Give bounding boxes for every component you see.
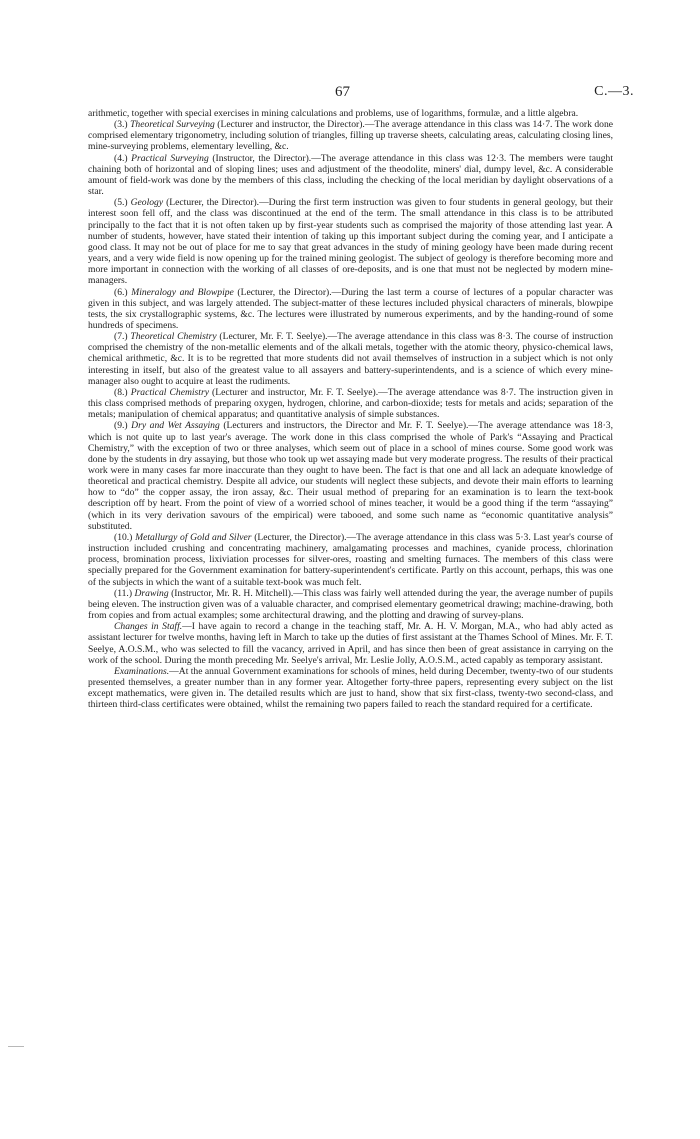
- paragraph-text: (Lecturer and instructor, Mr. F. T. Seelye).—The average attendance was 8·7. The instruction given in this class comprised methods of preparing oxygen, hydrogen, chlorine, and carbon-dioxide; tests for metals and acids; separation of the metals; manipulation of chemical apparatus; and quantitative analysis of simple substances.: [88, 386, 613, 421]
- page-header: [0, 84, 700, 104]
- subject-title: Theoretical Chemistry: [130, 331, 217, 343]
- paragraph-examinations: [88, 666, 613, 711]
- section-title: Examinations.: [114, 665, 170, 677]
- paragraph-number: (11.): [114, 587, 135, 599]
- paragraph-theoretical-surveying: [88, 119, 613, 152]
- paragraph-number: (6.): [114, 286, 132, 298]
- paragraph-text: (Instructor, Mr. R. H. Mitchell).—This class was fairly well attended during the year, the average number of pupils being eleven. The instruction given was of a valuable character, and comprised elementary geometrical drawing; machine-drawing, both from copies and from actual examples; some architectural drawing, and the plotting and drawing of survey-plans.: [88, 587, 613, 622]
- scan-margin-mark: [8, 1046, 24, 1047]
- paragraph-text: arithmetic, together with special exercises in mining calculations and problems, use of logarithms, formulæ, and a little algebra.: [88, 108, 579, 119]
- paragraph-practical-chemistry: [88, 387, 613, 420]
- paragraph-number: (4.): [114, 152, 132, 164]
- document-reference: C.—3.: [594, 84, 634, 99]
- subject-title: Drawing: [134, 587, 169, 599]
- report-body: [88, 108, 613, 710]
- paragraph-text: —At the annual Government examinations for schools of mines, held during December, twenty-two of our students presented themselves, a greater number than in any former year. Altogether forty-three papers, representing every subject on the list except mathematics, were given in. The detailed results which are just to hand, show that six first-class, twenty-two second-class, and thirteen third-class certificates were obtained, whilst the remaining two papers failed to reach the standard required for a certificate.: [88, 665, 613, 711]
- paragraph-text: (Lecturer, the Director).—During the last term a course of lectures of a popular character was given in this subject, and was largely attended. The subject-matter of these lectures included physical characters of minerals, blowpipe tests, the six crystallographic systems, &c. The lectures were illustrated by numerous experiments, and by the handing-round of some hundreds of specimens.: [88, 286, 614, 331]
- paragraph-drawing: [88, 588, 613, 621]
- paragraph-metallurgy: [88, 532, 613, 588]
- paragraph-mineralogy: [88, 287, 613, 332]
- subject-title: Practical Surveying: [131, 152, 209, 164]
- paragraph-number: (7.): [114, 331, 131, 343]
- paragraph-text: (Lecturer, the Director).—During the first term instruction was given to four students in general geology, but their interest soon fell off, and the class was discontinued at the end of the term. The small attendance in this class is to be attributed principally to the fact that it is not often taken up by first-year students such as comprised the majority of those attending last year. A number of students, however, have stated their intention of taking up this important subject during the coming year, and I anticipate a good class. It may not be out of place for me to say that great advances in the study of mining geology have been made during recent years, and a very wide field is now opening up for the trained mining geologist. The subject of geology is therefore becoming more and more important in connection with the working of all classes of ore-deposits, and is one that must not be neglected by modern mine-managers.: [88, 197, 613, 287]
- paragraph-changes-in-staff: [88, 621, 613, 666]
- paragraph-text: —I have again to record a change in the teaching staff, Mr. A. H. V. Morgan, M.A., who had ably acted as assistant lecturer for twelve months, having left in March to take up the duties of first assistant at the Thames School of Mines. Mr. F. T. Seelye, A.O.S.M., who was selected to fill the vacancy, arrived in April, and has since then been of great assistance in carrying on the work of the school. During the month preceding Mr. Seelye's arrival, Mr. Leslie Jolly, A.O.S.M., acted capably as temporary assistant.: [88, 621, 613, 666]
- paragraph-text: (Instructor, the Director).—The average attendance in this class was 12·3. The members were taught chaining both of horizontal and of sloping lines; uses and adjustment of the theodolite, miners' dial, dumpy level, &c. A considerable amount of field-work was done by the members of this class, including the checking of the local meridian by daylight observations of a star.: [88, 152, 614, 198]
- section-title: Changes in Staff.: [114, 621, 183, 633]
- paragraph-theoretical-chemistry: [88, 331, 613, 387]
- paragraph-assaying: [88, 420, 613, 532]
- paragraph-number: (9.): [114, 420, 132, 432]
- paragraph-text: (Lecturers and instructors, the Director and Mr. F. T. Seelye).—The average attendance was 18·3, which is not quite up to last year's average. The work done in this class comprised the whole of Park's “Assaying and Practical Chemistry,” with the exception of two or three analyses, which seem out of place in a school of mines course. Some good work was done by the students in dry assaying, but those who took up wet assaying made but very moderate progress. The results of their practical work were in many cases far more inaccurate than they ought to have been. The fact is that one and all lack an adequate knowledge of theoretical and practical chemistry. Despite all advice, our students will neglect these subjects, and devote their main efforts to learning how to “do” the copper assay, the iron assay, &c. Their usual method of preparing for an examination is to learn the text-book description off by heart. From the point of view of a worried school of mines teacher, it would be a good thing if the term “assaying” (which in its very derivation savours of the empirical) were tabooed, and some such name as “economic quantitative analysis” substituted.: [88, 420, 613, 532]
- paragraph-number: (10.): [114, 531, 136, 543]
- paragraph-text: (Lecturer and instructor, the Director).—The average attendance in this class was 14·7. The work done comprised elementary trigonometry, including solution of triangles, filling up traverse sheets, calculating areas, calculating closing lines, mine-surveying problems, elementary levelling, &c.: [88, 119, 614, 153]
- subject-title: Dry and Wet Assaying: [131, 420, 220, 432]
- paragraph-geology: [88, 197, 613, 286]
- paragraph-text: (Lecturer, the Director).—The average attendance in this class was 5·3. Last year's course of instruction included crushing and concentrating machinery, amalgamating processes and machines, cyanide process, chlorination process, bromination process, lixiviation processes for silver-ores, roasting and smelting furnaces. The members of this class were specially prepared for the Government examination for battery-superintendent's certificate. Partly on this account, perhaps, this was one of the subjects in which the want of a suitable text-book was much felt.: [88, 531, 613, 588]
- paragraph-practical-surveying: [88, 153, 613, 198]
- subject-title: Mineralogy and Blowpipe: [131, 286, 234, 298]
- paragraph-intro: [88, 108, 613, 119]
- subject-title: Geology: [130, 197, 164, 209]
- subject-title: Metallurgy of Gold and Silver: [135, 531, 252, 543]
- paragraph-number: (8.): [114, 386, 131, 398]
- subject-title: Practical Chemistry: [130, 386, 209, 398]
- subject-title: Theoretical Surveying: [130, 119, 215, 131]
- paragraph-number: (5.): [114, 197, 131, 209]
- paragraph-number: (3.): [114, 119, 131, 131]
- paragraph-text: (Lecturer, Mr. F. T. Seelye).—The average attendance in this class was 8·3. The course of instruction comprised the chemistry of the non-metallic elements and of the alkali metals, together with the atomic theory, physico-chemical laws, chemical arithmetic, &c. It is to be regretted that more students did not avail themselves of instruction in a subject which is not only interesting in itself, but also of the greatest value to all assayers and battery-superintendents, and is a science of which every mine-manager also ought to acquire at least the rudiments.: [88, 331, 613, 387]
- page-number: 67: [335, 84, 350, 100]
